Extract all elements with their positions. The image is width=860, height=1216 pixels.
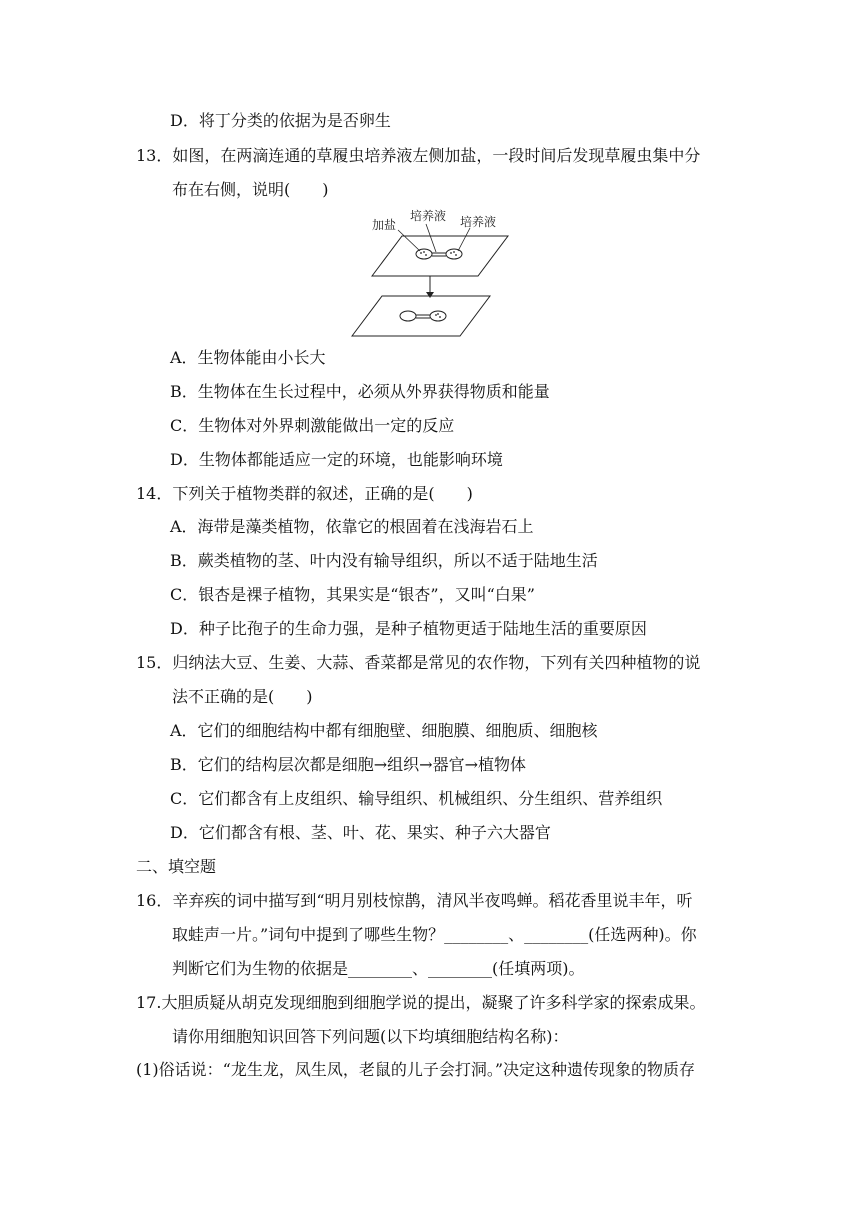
arrow-down — [426, 276, 434, 298]
q16-stem-cont1: 取蛙声一片。”词句中提到了哪些生物？________、________(任选两种)。你 — [172, 925, 697, 944]
q15-option-d: D．它们都含有根、茎、叶、花、果实、种子六大器官 — [170, 823, 551, 842]
q16-stem-cont2: 判断它们为生物的依据是________、________(任填两项)。 — [172, 959, 585, 978]
q17-stem-cont: 请你用细胞知识回答下列问题(以下均填细胞结构名称)： — [172, 1027, 569, 1046]
paramecium-experiment-figure — [350, 206, 510, 340]
q15-option-b: B．它们的结构层次都是细胞→组织→器官→植物体 — [170, 755, 526, 774]
q15-stem: 15．归纳法大豆、生姜、大蒜、香菜都是常见的农作物，下列有关四种植物的说 — [136, 653, 701, 672]
q13-stem-cont: 布在右侧，说明( ) — [172, 180, 329, 199]
label-culture-right: 培养液 — [460, 215, 497, 229]
section-heading-fill-in: 二、填空题 — [136, 857, 217, 876]
bottom-slide — [352, 296, 490, 336]
q14-option-d: D．种子比孢子的生命力强，是种子植物更适于陆地生活的重要原因 — [170, 619, 647, 638]
q15-option-c: C．它们都含有上皮组织、输导组织、机械组织、分生组织、营养组织 — [170, 789, 663, 808]
q13-option-a: A．生物体能由小长大 — [170, 348, 326, 367]
label-culture-left: 培养液 — [410, 209, 447, 223]
q16-stem: 16．辛弃疾的词中描写到“明月别枝惊鹊，清风半夜鸣蝉。稻花香里说丰年，听 — [136, 891, 693, 910]
q14-stem: 14．下列关于植物类群的叙述，正确的是( ) — [136, 484, 473, 503]
q14-option-a: A．海带是藻类植物，依靠它的根固着在浅海岩石上 — [170, 517, 534, 536]
q13-option-d: D．生物体都能适应一定的环境，也能影响环境 — [170, 450, 503, 469]
q14-option-c: C．银杏是裸子植物，其果实是“银杏”，又叫“白果” — [170, 585, 535, 604]
q12-option-d: D．将丁分类的依据为是否卵生 — [170, 111, 391, 130]
q13-stem: 13．如图，在两滴连通的草履虫培养液左侧加盐，一段时间后发现草履虫集中分 — [136, 146, 701, 165]
q13-option-c: C．生物体对外界刺激能做出一定的反应 — [170, 416, 455, 435]
q15-option-a: A．它们的细胞结构中都有细胞壁、细胞膜、细胞质、细胞核 — [170, 721, 598, 740]
q17-sub1: (1)俗话说：“龙生龙，凤生凤，老鼠的儿子会打洞。”决定这种遗传现象的物质存 — [136, 1060, 696, 1079]
q17-stem: 17.大胆质疑从胡克发现细胞到细胞学说的提出，凝聚了许多科学家的探索成果。 — [136, 993, 706, 1012]
q15-stem-cont: 法不正确的是( ) — [172, 687, 313, 706]
q14-option-b: B．蕨类植物的茎、叶内没有输导组织，所以不适于陆地生活 — [170, 551, 598, 570]
q13-option-b: B．生物体在生长过程中，必须从外界获得物质和能量 — [170, 382, 550, 401]
label-salt: 加盐 — [372, 218, 397, 232]
